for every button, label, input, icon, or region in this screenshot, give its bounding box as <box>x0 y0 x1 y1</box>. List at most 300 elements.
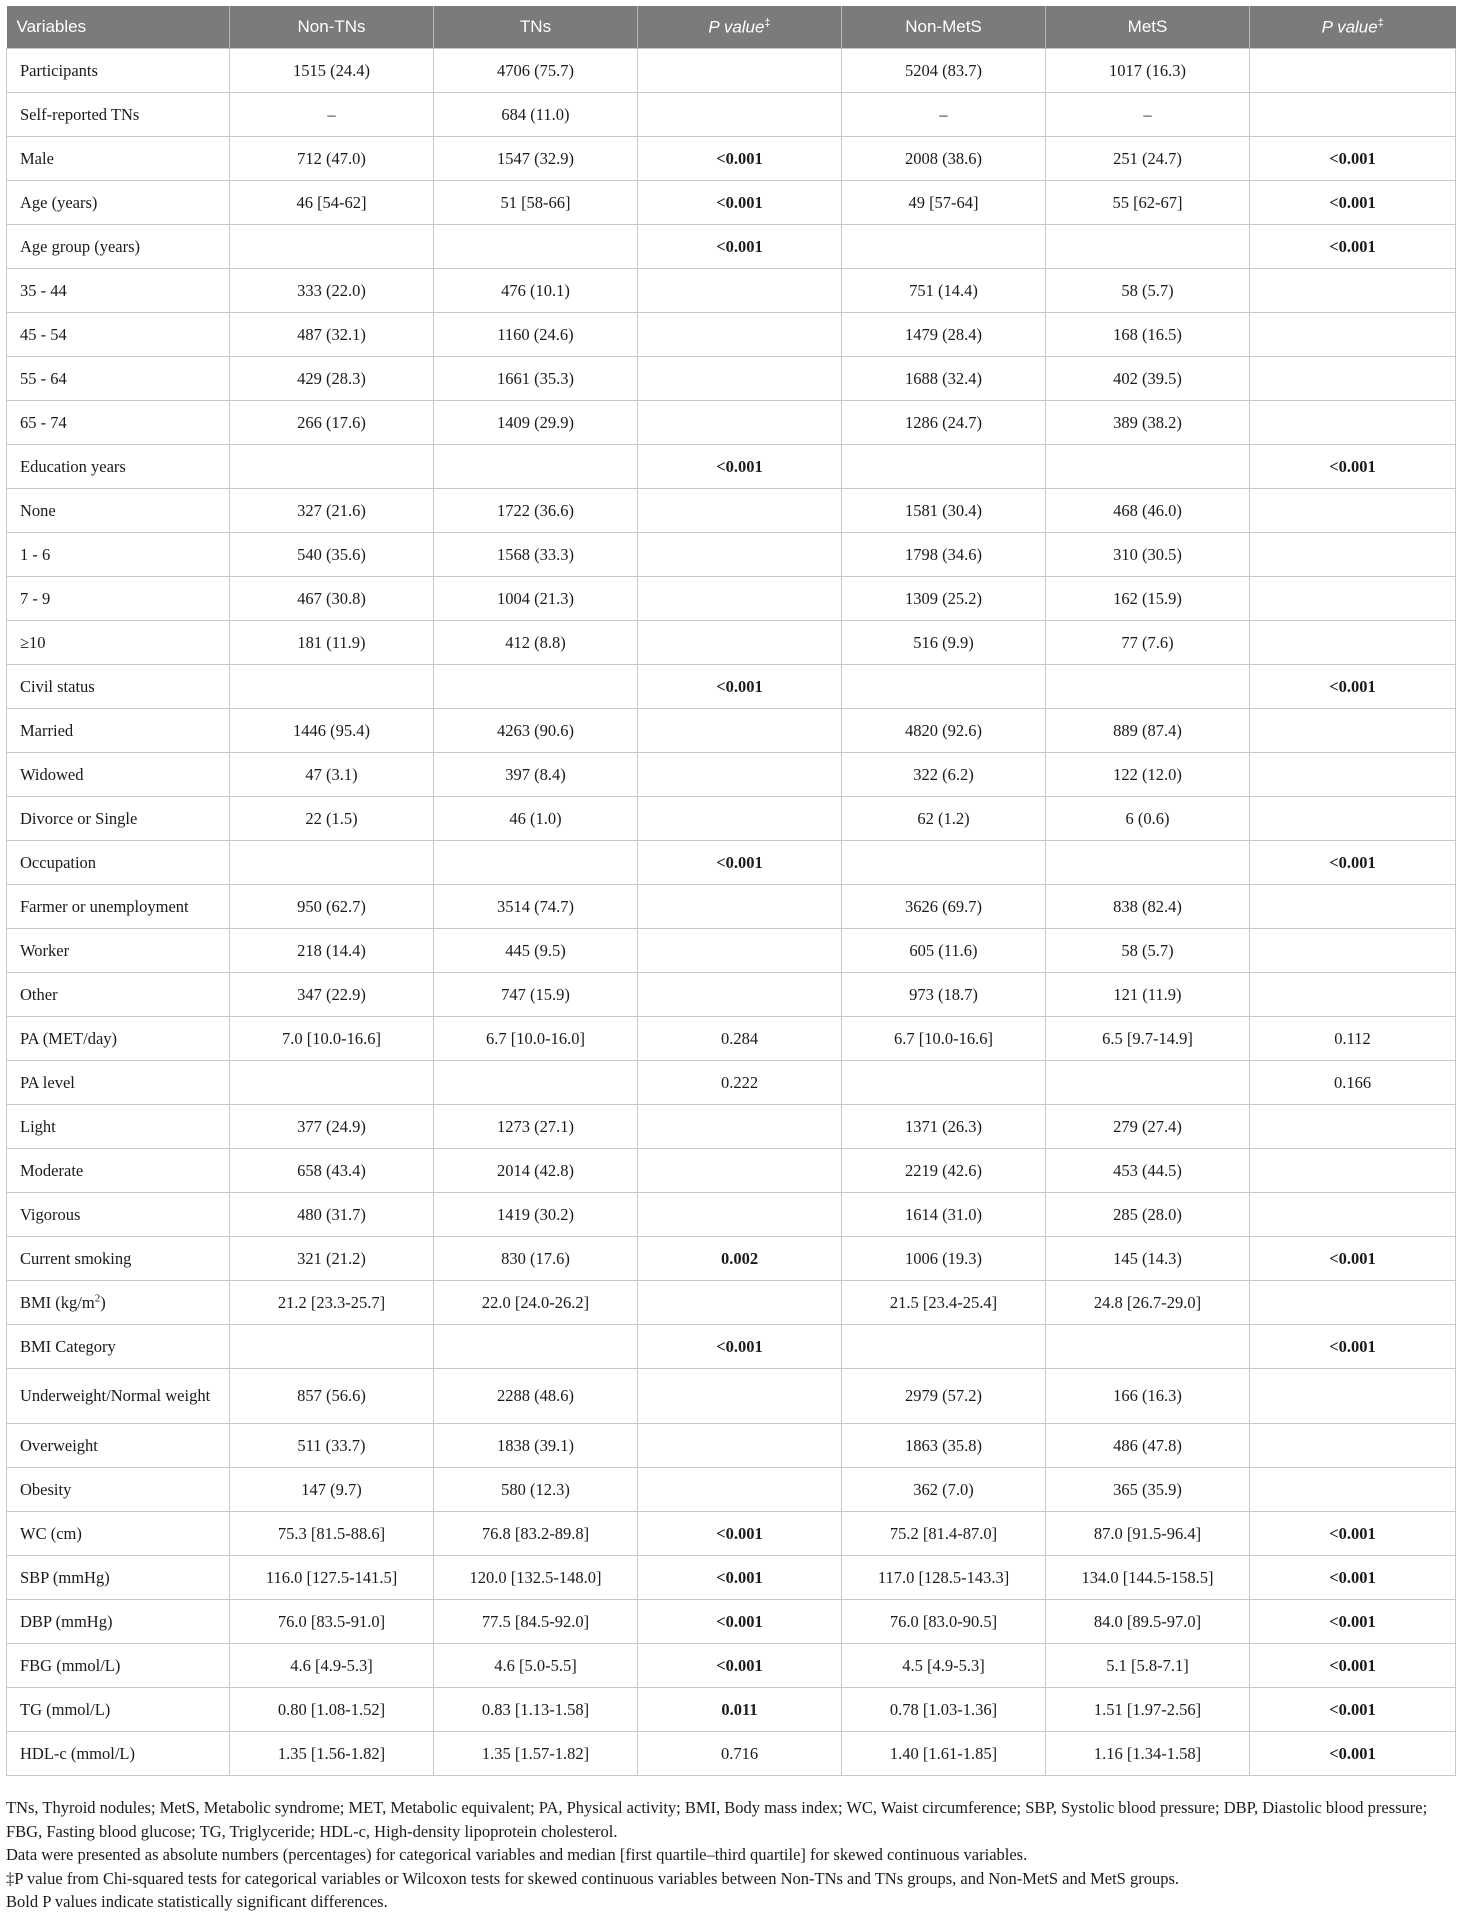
row-label-text: 55 - 64 <box>20 368 67 388</box>
row-label <box>7 1149 230 1193</box>
table-row <box>7 1644 1456 1688</box>
cell-p-value-mets <box>1250 709 1456 753</box>
cell-non-tns: 950 (62.7) <box>230 885 434 929</box>
row-label-text: HDL-c (mmol/L) <box>20 1743 136 1763</box>
cell-non-mets: 1863 (35.8) <box>842 1424 1046 1468</box>
cell-non-tns <box>230 445 434 489</box>
cell-tns: 4.6 [5.0-5.5] <box>434 1644 638 1688</box>
cell-p-value-mets <box>1250 1468 1456 1512</box>
cell-p-value-mets <box>1250 621 1456 665</box>
cell-tns: 1.35 [1.57-1.82] <box>434 1732 638 1776</box>
cell-mets: 279 (27.4) <box>1046 1105 1250 1149</box>
table-row <box>7 709 1456 753</box>
row-label-text: BMI (kg/m <box>20 1292 95 1312</box>
cell-non-mets: 973 (18.7) <box>842 973 1046 1017</box>
row-label <box>7 1325 230 1369</box>
table-row <box>7 49 1456 93</box>
cell-non-tns: 1.35 [1.56-1.82] <box>230 1732 434 1776</box>
cell-non-mets <box>842 1061 1046 1105</box>
row-label <box>7 93 230 137</box>
cell-mets <box>1046 225 1250 269</box>
cell-p-value-tns: <0.001 <box>638 445 842 489</box>
table-row <box>7 533 1456 577</box>
row-label-text: BMI Category <box>20 1336 116 1356</box>
cell-non-mets: 1371 (26.3) <box>842 1105 1046 1149</box>
cell-non-tns: 4.6 [4.9-5.3] <box>230 1644 434 1688</box>
cell-p-value-mets: <0.001 <box>1250 665 1456 709</box>
row-label-text: Married <box>20 720 74 740</box>
row-label-text: Current smoking <box>20 1248 132 1268</box>
cell-p-value-mets <box>1250 1193 1456 1237</box>
cell-non-mets: 0.78 [1.03-1.36] <box>842 1688 1046 1732</box>
cell-mets: 402 (39.5) <box>1046 357 1250 401</box>
cell-non-mets <box>842 665 1046 709</box>
cell-mets: 77 (7.6) <box>1046 621 1250 665</box>
row-label <box>7 1369 230 1424</box>
cell-non-mets <box>842 1325 1046 1369</box>
cell-non-tns: 0.80 [1.08-1.52] <box>230 1688 434 1732</box>
cell-p-value-mets <box>1250 797 1456 841</box>
row-label-text: Self-reported TNs <box>20 104 140 124</box>
cell-p-value-tns <box>638 357 842 401</box>
cell-mets: 486 (47.8) <box>1046 1424 1250 1468</box>
cell-non-mets: 751 (14.4) <box>842 269 1046 313</box>
cell-p-value-mets: <0.001 <box>1250 1325 1456 1369</box>
cell-p-value-tns: <0.001 <box>638 1556 842 1600</box>
cell-mets: 121 (11.9) <box>1046 973 1250 1017</box>
header-p-value-mets-sup: ‡ <box>1377 16 1384 29</box>
cell-p-value-mets: <0.001 <box>1250 841 1456 885</box>
cell-p-value-tns: <0.001 <box>638 841 842 885</box>
cell-p-value-mets <box>1250 269 1456 313</box>
row-label-text: Age group (years) <box>20 236 141 256</box>
table-row <box>7 621 1456 665</box>
cell-tns: 1722 (36.6) <box>434 489 638 533</box>
cell-non-mets: 1006 (19.3) <box>842 1237 1046 1281</box>
cell-mets: 122 (12.0) <box>1046 753 1250 797</box>
table-row <box>7 1424 1456 1468</box>
table-row <box>7 445 1456 489</box>
cell-non-tns: 487 (32.1) <box>230 313 434 357</box>
row-label-text: Participants <box>20 60 98 80</box>
cell-non-mets: 75.2 [81.4-87.0] <box>842 1512 1046 1556</box>
row-label <box>7 1193 230 1237</box>
table-body <box>7 49 1456 1776</box>
row-label <box>7 1105 230 1149</box>
footnote-p-value: ‡P value from Chi-squared tests for categorical variables or Wilcoxon tests for skewed continuous variables between Non-TNs and TNs groups, and Non-MetS and MetS groups. <box>6 1868 1180 1888</box>
row-label <box>7 753 230 797</box>
cell-non-tns: 21.2 [23.3-25.7] <box>230 1281 434 1325</box>
table-row <box>7 841 1456 885</box>
row-label-text: 65 - 74 <box>20 412 67 432</box>
row-label-text: Education years <box>20 456 126 476</box>
cell-p-value-mets: <0.001 <box>1250 445 1456 489</box>
cell-non-tns: 181 (11.9) <box>230 621 434 665</box>
cell-non-mets: 6.7 [10.0-16.6] <box>842 1017 1046 1061</box>
cell-tns: 3514 (74.7) <box>434 885 638 929</box>
cell-non-mets <box>842 225 1046 269</box>
cell-non-mets: 2008 (38.6) <box>842 137 1046 181</box>
cell-p-value-tns: <0.001 <box>638 665 842 709</box>
cell-p-value-tns <box>638 1281 842 1325</box>
cell-p-value-mets: <0.001 <box>1250 1732 1456 1776</box>
cell-p-value-mets <box>1250 1424 1456 1468</box>
cell-p-value-mets <box>1250 1369 1456 1424</box>
row-label-text: Worker <box>20 940 70 960</box>
header-p-value-tns-sup: ‡ <box>764 16 771 29</box>
table-row <box>7 1237 1456 1281</box>
cell-non-tns: 7.0 [10.0-16.6] <box>230 1017 434 1061</box>
cell-tns: 1547 (32.9) <box>434 137 638 181</box>
cell-non-tns: 46 [54-62] <box>230 181 434 225</box>
cell-mets: 5.1 [5.8-7.1] <box>1046 1644 1250 1688</box>
row-label-text: Obesity <box>20 1479 72 1499</box>
cell-non-mets: 49 [57-64] <box>842 181 1046 225</box>
row-label <box>7 137 230 181</box>
row-label-text: Vigorous <box>20 1204 81 1224</box>
cell-mets: 55 [62-67] <box>1046 181 1250 225</box>
table-row <box>7 1149 1456 1193</box>
cell-tns: 1004 (21.3) <box>434 577 638 621</box>
cell-non-tns: 467 (30.8) <box>230 577 434 621</box>
cell-tns: 6.7 [10.0-16.0] <box>434 1017 638 1061</box>
cell-non-mets: 3626 (69.7) <box>842 885 1046 929</box>
table-row <box>7 577 1456 621</box>
cell-non-mets: 21.5 [23.4-25.4] <box>842 1281 1046 1325</box>
table-row <box>7 1468 1456 1512</box>
row-label <box>7 1281 230 1325</box>
cell-p-value-tns <box>638 1468 842 1512</box>
cell-non-tns: 658 (43.4) <box>230 1149 434 1193</box>
cell-p-value-mets <box>1250 1105 1456 1149</box>
row-label-superscript: 2 <box>94 1292 101 1304</box>
cell-p-value-mets <box>1250 49 1456 93</box>
cell-p-value-mets <box>1250 577 1456 621</box>
row-label <box>7 709 230 753</box>
table-row <box>7 665 1456 709</box>
cell-mets <box>1046 841 1250 885</box>
row-label <box>7 401 230 445</box>
row-label <box>7 489 230 533</box>
cell-mets: 889 (87.4) <box>1046 709 1250 753</box>
cell-tns: 397 (8.4) <box>434 753 638 797</box>
row-label <box>7 885 230 929</box>
header-row <box>7 6 1456 49</box>
cell-p-value-mets: <0.001 <box>1250 1237 1456 1281</box>
cell-p-value-mets: <0.001 <box>1250 1512 1456 1556</box>
cell-non-mets <box>842 841 1046 885</box>
row-label <box>7 1237 230 1281</box>
cell-non-mets: 1286 (24.7) <box>842 401 1046 445</box>
table-row <box>7 973 1456 1017</box>
cell-mets: 1017 (16.3) <box>1046 49 1250 93</box>
cell-non-tns: – <box>230 93 434 137</box>
row-label-text: Civil status <box>20 676 95 696</box>
table-row <box>7 1688 1456 1732</box>
row-label <box>7 225 230 269</box>
cell-p-value-mets: 0.112 <box>1250 1017 1456 1061</box>
cell-p-value-tns <box>638 885 842 929</box>
cell-p-value-tns: <0.001 <box>638 1644 842 1688</box>
cell-p-value-tns <box>638 621 842 665</box>
cell-non-tns: 429 (28.3) <box>230 357 434 401</box>
row-label-text: Other <box>20 984 58 1004</box>
cell-p-value-tns: <0.001 <box>638 225 842 269</box>
row-label-text: Widowed <box>20 764 84 784</box>
cell-p-value-mets: 0.166 <box>1250 1061 1456 1105</box>
cell-mets: 1.16 [1.34-1.58] <box>1046 1732 1250 1776</box>
table-row <box>7 313 1456 357</box>
footnote-abbreviations: TNs, Thyroid nodules; MetS, Metabolic syndrome; MET, Metabolic equivalent; PA, Physical activity; BMI, Body mass index; WC, Waist circumference; SBP, Systolic blood pressure; DBP, Diastolic blood pressure; FBG, Fasting blood glucose; TG, Triglyceride; HDL-c, High-density lipoprotein cholesterol. <box>6 1798 1428 1841</box>
cell-p-value-tns <box>638 401 842 445</box>
cell-tns <box>434 1325 638 1369</box>
header-non-mets: Non-MetS <box>842 6 1046 49</box>
table-row <box>7 797 1456 841</box>
cell-tns: 1838 (39.1) <box>434 1424 638 1468</box>
cell-p-value-tns: 0.284 <box>638 1017 842 1061</box>
cell-p-value-mets <box>1250 1149 1456 1193</box>
cell-non-tns: 147 (9.7) <box>230 1468 434 1512</box>
cell-non-mets <box>842 445 1046 489</box>
cell-p-value-tns: <0.001 <box>638 137 842 181</box>
header-p-value-tns <box>638 6 842 49</box>
cell-non-tns: 321 (21.2) <box>230 1237 434 1281</box>
row-label <box>7 1512 230 1556</box>
row-label <box>7 841 230 885</box>
cell-non-mets: 76.0 [83.0-90.5] <box>842 1600 1046 1644</box>
cell-tns: 747 (15.9) <box>434 973 638 1017</box>
row-label <box>7 357 230 401</box>
row-label-text: Age (years) <box>20 192 98 212</box>
cell-non-tns: 712 (47.0) <box>230 137 434 181</box>
row-label-suffix: ) <box>100 1292 106 1312</box>
cell-non-mets: 117.0 [128.5-143.3] <box>842 1556 1046 1600</box>
cell-p-value-tns <box>638 1105 842 1149</box>
table-row <box>7 885 1456 929</box>
row-label-text: Moderate <box>20 1160 84 1180</box>
row-label <box>7 1424 230 1468</box>
cell-p-value-mets <box>1250 1281 1456 1325</box>
cell-tns: 0.83 [1.13-1.58] <box>434 1688 638 1732</box>
cell-tns: 76.8 [83.2-89.8] <box>434 1512 638 1556</box>
table-row <box>7 137 1456 181</box>
cell-non-mets: 1688 (32.4) <box>842 357 1046 401</box>
row-label-text: DBP (mmHg) <box>20 1611 113 1631</box>
row-label-text: SBP (mmHg) <box>20 1567 110 1587</box>
cell-mets: 251 (24.7) <box>1046 137 1250 181</box>
table-row <box>7 753 1456 797</box>
row-label-text: 1 - 6 <box>20 544 51 564</box>
cell-p-value-tns <box>638 1369 842 1424</box>
cell-mets: 365 (35.9) <box>1046 1468 1250 1512</box>
cell-non-mets: 1479 (28.4) <box>842 313 1046 357</box>
cell-non-tns: 377 (24.9) <box>230 1105 434 1149</box>
cell-mets: 134.0 [144.5-158.5] <box>1046 1556 1250 1600</box>
cell-non-tns <box>230 841 434 885</box>
cell-mets: 24.8 [26.7-29.0] <box>1046 1281 1250 1325</box>
row-label <box>7 49 230 93</box>
header-p-value-mets <box>1250 6 1456 49</box>
cell-non-mets: 362 (7.0) <box>842 1468 1046 1512</box>
cell-tns <box>434 665 638 709</box>
cell-p-value-mets: <0.001 <box>1250 1556 1456 1600</box>
cell-non-mets: 1581 (30.4) <box>842 489 1046 533</box>
header-non-tns: Non-TNs <box>230 6 434 49</box>
cell-non-mets: 605 (11.6) <box>842 929 1046 973</box>
table-row <box>7 181 1456 225</box>
cell-mets: 6.5 [9.7-14.9] <box>1046 1017 1250 1061</box>
row-label <box>7 1556 230 1600</box>
row-label <box>7 1468 230 1512</box>
cell-p-value-mets: <0.001 <box>1250 1688 1456 1732</box>
cell-mets: – <box>1046 93 1250 137</box>
row-label <box>7 181 230 225</box>
header-mets: MetS <box>1046 6 1250 49</box>
row-label <box>7 1688 230 1732</box>
cell-p-value-tns <box>638 973 842 1017</box>
cell-mets: 58 (5.7) <box>1046 929 1250 973</box>
cell-non-tns: 327 (21.6) <box>230 489 434 533</box>
cell-mets: 166 (16.3) <box>1046 1369 1250 1424</box>
cell-non-tns: 857 (56.6) <box>230 1369 434 1424</box>
cell-p-value-tns: <0.001 <box>638 181 842 225</box>
row-label-text: FBG (mmol/L) <box>20 1655 121 1675</box>
cell-non-tns: 47 (3.1) <box>230 753 434 797</box>
row-label-text: 35 - 44 <box>20 280 67 300</box>
row-label-text: Farmer or unemployment <box>20 896 189 916</box>
cell-non-tns: 1515 (24.4) <box>230 49 434 93</box>
row-label-text: Divorce or Single <box>20 808 138 828</box>
cell-tns: 22.0 [24.0-26.2] <box>434 1281 638 1325</box>
cell-p-value-tns: 0.222 <box>638 1061 842 1105</box>
row-label <box>7 577 230 621</box>
baseline-characteristics-table <box>6 6 1456 1776</box>
row-label <box>7 797 230 841</box>
cell-non-tns: 22 (1.5) <box>230 797 434 841</box>
cell-p-value-mets: <0.001 <box>1250 225 1456 269</box>
row-label-text: 7 - 9 <box>20 588 51 608</box>
row-label-text: Overweight <box>20 1435 98 1455</box>
cell-non-mets: 1309 (25.2) <box>842 577 1046 621</box>
cell-tns: 51 [58-66] <box>434 181 638 225</box>
cell-p-value-mets <box>1250 401 1456 445</box>
table-row <box>7 269 1456 313</box>
cell-non-tns: 76.0 [83.5-91.0] <box>230 1600 434 1644</box>
cell-p-value-tns <box>638 1424 842 1468</box>
cell-non-tns: 347 (22.9) <box>230 973 434 1017</box>
table-container <box>6 6 1455 1776</box>
cell-mets: 162 (15.9) <box>1046 577 1250 621</box>
cell-non-tns: 1446 (95.4) <box>230 709 434 753</box>
cell-p-value-mets <box>1250 885 1456 929</box>
cell-mets: 838 (82.4) <box>1046 885 1250 929</box>
cell-tns: 120.0 [132.5-148.0] <box>434 1556 638 1600</box>
header-p-value-tns-text: P value <box>708 17 765 37</box>
cell-mets <box>1046 665 1250 709</box>
cell-non-tns: 266 (17.6) <box>230 401 434 445</box>
cell-p-value-mets: <0.001 <box>1250 1644 1456 1688</box>
table-row <box>7 1017 1456 1061</box>
row-label-text: PA level <box>20 1072 75 1092</box>
cell-tns: 1409 (29.9) <box>434 401 638 445</box>
row-label <box>7 665 230 709</box>
cell-mets: 87.0 [91.5-96.4] <box>1046 1512 1250 1556</box>
cell-non-tns: 75.3 [81.5-88.6] <box>230 1512 434 1556</box>
cell-p-value-mets <box>1250 489 1456 533</box>
cell-p-value-mets: <0.001 <box>1250 1600 1456 1644</box>
row-label <box>7 1644 230 1688</box>
cell-mets: 6 (0.6) <box>1046 797 1250 841</box>
cell-p-value-tns <box>638 577 842 621</box>
cell-non-mets: 516 (9.9) <box>842 621 1046 665</box>
row-label <box>7 269 230 313</box>
table-row <box>7 1600 1456 1644</box>
row-label-text: None <box>20 500 56 520</box>
row-label-text: Underweight/Normal weight <box>20 1386 211 1405</box>
cell-mets <box>1046 1325 1250 1369</box>
cell-non-mets: 1.40 [1.61-1.85] <box>842 1732 1046 1776</box>
cell-mets: 58 (5.7) <box>1046 269 1250 313</box>
cell-p-value-tns <box>638 533 842 577</box>
cell-p-value-mets <box>1250 357 1456 401</box>
cell-mets: 389 (38.2) <box>1046 401 1250 445</box>
cell-tns: 2014 (42.8) <box>434 1149 638 1193</box>
row-label-text: TG (mmol/L) <box>20 1699 111 1719</box>
cell-p-value-tns <box>638 49 842 93</box>
row-label-text: Male <box>20 148 54 168</box>
table-row <box>7 1193 1456 1237</box>
cell-non-tns: 333 (22.0) <box>230 269 434 313</box>
cell-tns: 684 (11.0) <box>434 93 638 137</box>
cell-tns: 4706 (75.7) <box>434 49 638 93</box>
cell-tns: 77.5 [84.5-92.0] <box>434 1600 638 1644</box>
cell-non-mets: 322 (6.2) <box>842 753 1046 797</box>
cell-p-value-tns <box>638 1149 842 1193</box>
cell-p-value-tns: <0.001 <box>638 1600 842 1644</box>
cell-mets: 145 (14.3) <box>1046 1237 1250 1281</box>
cell-p-value-tns <box>638 709 842 753</box>
table-row <box>7 1732 1456 1776</box>
cell-tns: 580 (12.3) <box>434 1468 638 1512</box>
cell-non-tns: 116.0 [127.5-141.5] <box>230 1556 434 1600</box>
row-label <box>7 533 230 577</box>
cell-p-value-tns: 0.011 <box>638 1688 842 1732</box>
cell-p-value-mets: <0.001 <box>1250 181 1456 225</box>
cell-tns <box>434 445 638 489</box>
row-label <box>7 1732 230 1776</box>
row-label <box>7 313 230 357</box>
cell-p-value-tns <box>638 313 842 357</box>
row-label <box>7 929 230 973</box>
cell-tns: 1661 (35.3) <box>434 357 638 401</box>
row-label-text: PA (MET/day) <box>20 1028 118 1048</box>
cell-p-value-mets <box>1250 973 1456 1017</box>
table-row <box>7 1369 1456 1424</box>
cell-non-mets: 2979 (57.2) <box>842 1369 1046 1424</box>
cell-mets: 168 (16.5) <box>1046 313 1250 357</box>
cell-tns: 412 (8.8) <box>434 621 638 665</box>
cell-p-value-mets <box>1250 313 1456 357</box>
row-label-text: ≥10 <box>20 632 46 652</box>
cell-non-mets: 1798 (34.6) <box>842 533 1046 577</box>
cell-p-value-tns: <0.001 <box>638 1512 842 1556</box>
row-label-text: WC (cm) <box>20 1523 82 1543</box>
cell-p-value-tns <box>638 929 842 973</box>
cell-non-mets: 62 (1.2) <box>842 797 1046 841</box>
row-label <box>7 621 230 665</box>
row-label-text: Occupation <box>20 852 97 872</box>
cell-tns: 830 (17.6) <box>434 1237 638 1281</box>
